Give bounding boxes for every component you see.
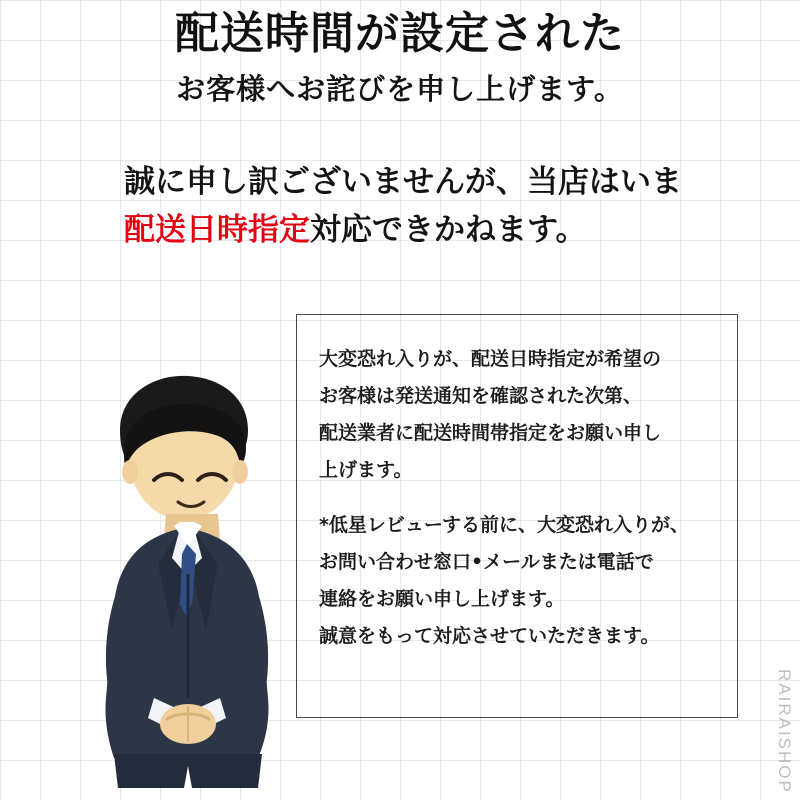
lead-line-2-rest: 対応できかねます。 <box>310 212 587 249</box>
notice-p2-line4: 誠意をもって対応させていただきます。 <box>319 625 660 648</box>
headline-block <box>0 8 800 107</box>
notice-box <box>296 314 738 718</box>
watermark: RAIRAISHOP <box>775 669 794 794</box>
lead-line-1: 誠に申し訳ございませんが、当店はいま <box>124 164 682 200</box>
lead-paragraph <box>124 158 724 254</box>
suit-group <box>105 522 268 758</box>
bowing-person-illustration <box>62 368 302 788</box>
notice-p1-line2: お客様は発送通知を確認された次第、 <box>319 385 643 408</box>
notice-p1-line4: 上げます。 <box>319 459 413 482</box>
notice-p2-line1: *低星レビューする前に、大変恐れ入りが、 <box>319 514 689 537</box>
notice-p2-line2: お問い合わせ窓口•メールまたは電話で <box>319 551 654 574</box>
trousers-group <box>114 754 262 788</box>
notice-p1-line1: 大変恐れ入りが、配送日時指定が希望の <box>319 348 662 370</box>
page-subtitle: お客様へお詫びを申し上げます。 <box>176 71 624 106</box>
head-group <box>120 376 248 520</box>
notice-p1-line3: 配送業者に配送時間帯指定をお願い申し <box>319 422 662 445</box>
lead-line-2 <box>124 206 724 254</box>
page-title: 配送時間が設定された <box>175 8 625 59</box>
notice-p2-line3: 連絡をお願い申し上げます。 <box>319 588 565 611</box>
notice-paragraph-gap <box>319 489 715 507</box>
highlight-text: 配送日時指定 <box>124 212 310 249</box>
